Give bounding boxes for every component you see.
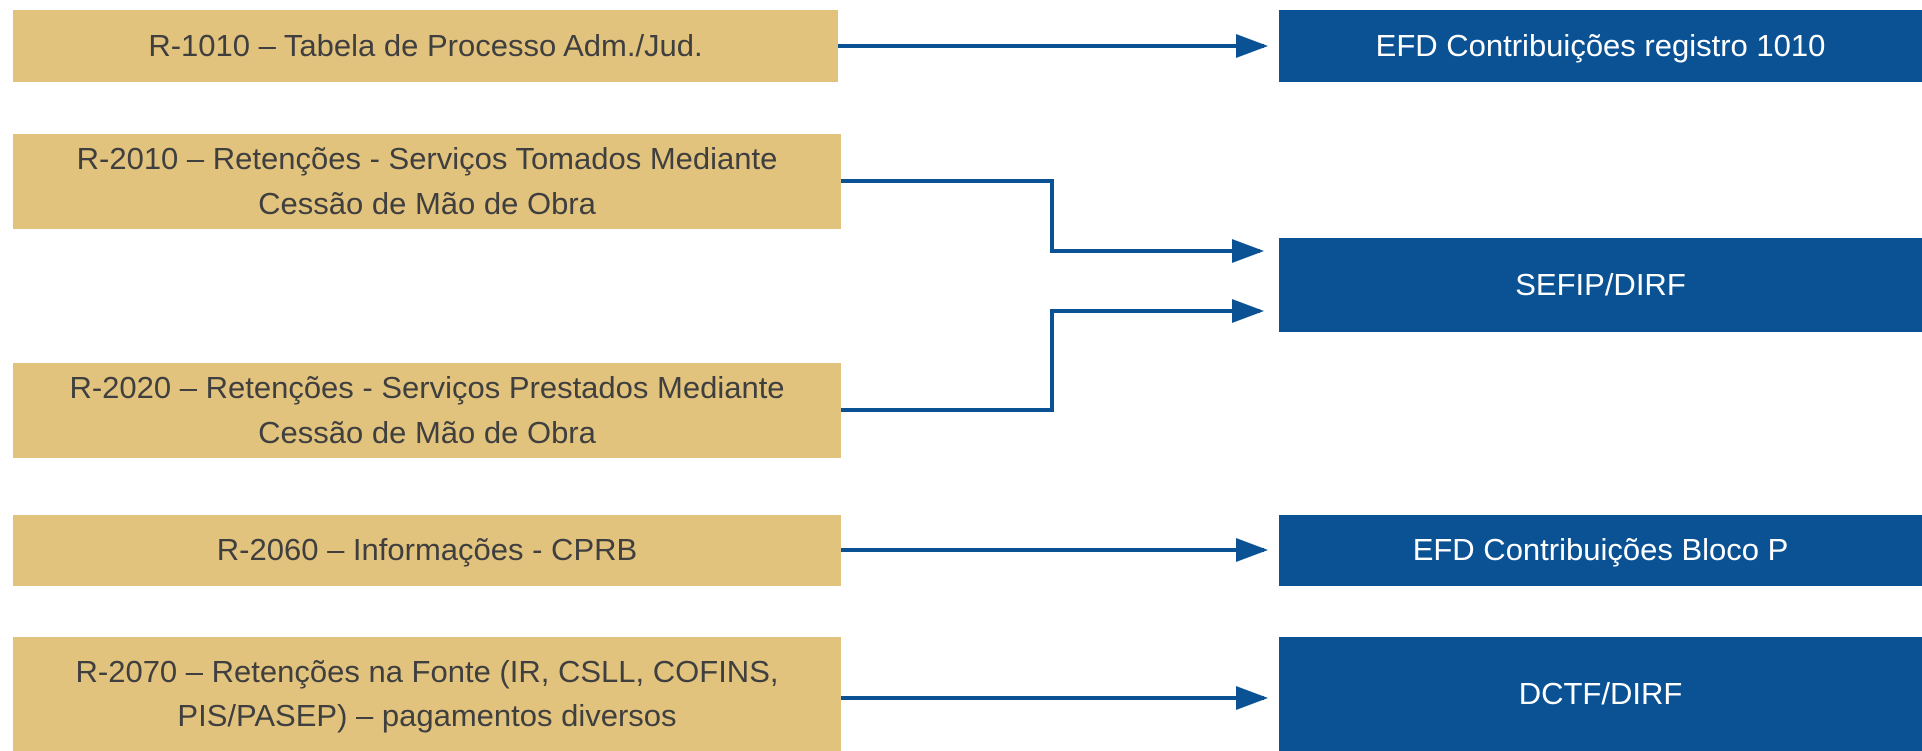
arrow-r2020-to-sefip-dirf: [841, 311, 1260, 410]
source-label-r2020: R-2020 – Retenções - Serviços Prestados Mediante Cessão de Mão de Obra: [69, 370, 785, 450]
source-label-r2060: R-2060 – Informações - CPRB: [216, 532, 638, 568]
arrow-r2010-to-sefip-dirf: [841, 181, 1260, 251]
target-label-dctf-dirf: DCTF/DIRF: [1518, 675, 1683, 711]
source-label-r1010: R-1010 – Tabela de Processo Adm./Jud.: [148, 27, 703, 63]
target-label-efd-1010: EFD Contribuições registro 1010: [1375, 27, 1826, 63]
source-label-r2010: R-2010 – Retenções - Serviços Tomados Mediante Cessão de Mão de Obra: [76, 141, 778, 221]
target-label-efd-bloco-p: EFD Contribuições Bloco P: [1412, 532, 1789, 568]
target-label-sefip-dirf: SEFIP/DIRF: [1515, 266, 1686, 302]
source-label-r2070: R-2070 – Retenções na Fonte (IR, CSLL, COFINS, PIS/PASEP) – pagamentos diversos: [75, 653, 779, 733]
